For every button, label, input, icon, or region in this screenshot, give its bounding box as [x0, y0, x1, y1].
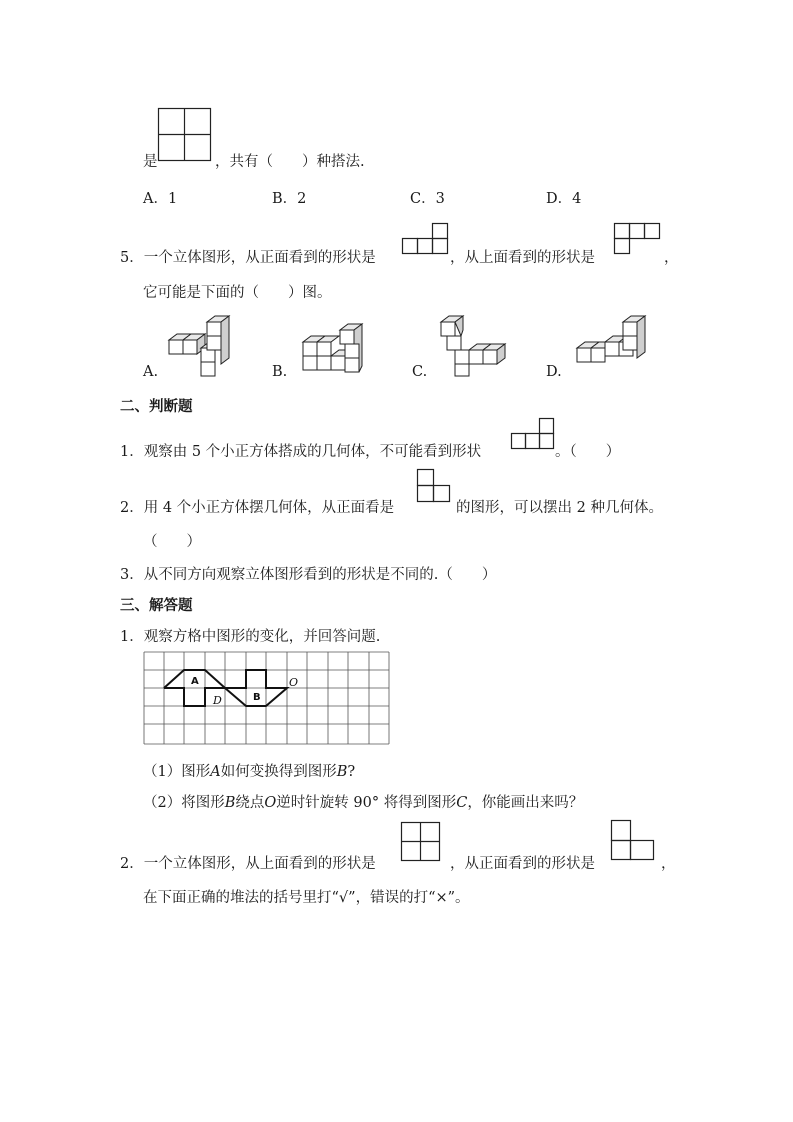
- q5-option-c-cubes: [438, 314, 513, 374]
- q4-option-d[interactable]: D．4: [546, 191, 582, 207]
- sub2-text-b: 绕点: [235, 795, 265, 811]
- grid-label-a: A: [191, 676, 199, 687]
- judgment-q1-a: 1．观察由 5 个小正方体搭成的几何体，不可能看到形状: [120, 444, 482, 460]
- sub1-var-a: A: [210, 764, 221, 780]
- section-heading-answer: 三、解答题: [120, 598, 193, 614]
- sub1-text-b: 如何变换得到图形: [220, 764, 337, 780]
- q5-line1-b: ，从上面看到的形状是: [450, 250, 595, 266]
- sub1-text-c: ?: [347, 764, 356, 780]
- judgment-q1-b: 。（ ）: [555, 444, 621, 460]
- sub2-var-b: B: [224, 795, 236, 811]
- judgment-q2-shape: [417, 469, 457, 509]
- answer-q2-line2: 在下面正确的堆法的括号里打“√”，错误的打“×”。: [143, 890, 470, 906]
- sub1-text-a: （1）图形: [143, 764, 211, 780]
- sub2-var-o: O: [264, 795, 277, 811]
- judgment-q1-shape: [511, 417, 561, 452]
- grid-label-b: B: [253, 692, 261, 703]
- four-square-shape-diagram: [158, 108, 218, 168]
- q5-line1-a: 5．一个立体图形，从正面看到的形状是: [120, 250, 376, 266]
- answer-q1-sub1: [143, 760, 355, 781]
- answer-q1-sub2: [143, 791, 583, 812]
- transformation-grid-figure: [143, 650, 393, 750]
- answer-q2-b: ，从正面看到的形状是: [450, 856, 595, 872]
- q4-option-a[interactable]: A．1: [143, 191, 178, 207]
- q5-front-view-shape: [402, 222, 452, 257]
- q5-option-b-cubes: [300, 322, 375, 377]
- q5-option-c-label[interactable]: C.: [412, 364, 428, 380]
- q5-option-d-cubes: [574, 314, 654, 374]
- sub2-text-d: ，你能画出来吗？: [467, 795, 584, 811]
- sub2-text-a: （2）将图形: [143, 795, 225, 811]
- q5-line1-c: ，: [664, 250, 679, 266]
- sub1-var-b: B: [336, 764, 348, 780]
- q5-top-view-shape: [614, 222, 664, 257]
- q5-option-b-label[interactable]: B.: [272, 364, 288, 380]
- judgment-q2-b: 的图形，可以摆出 2 种几何体。: [456, 500, 663, 516]
- q5-option-a-cubes: [166, 314, 241, 374]
- q4-option-b[interactable]: B．2: [272, 191, 307, 207]
- answer-q2-a: 2．一个立体图形，从上面看到的形状是: [120, 856, 376, 872]
- q5-option-d-label[interactable]: D.: [546, 364, 562, 380]
- sub2-text-c: 逆时针旋转 90° 将得到图形: [276, 795, 457, 811]
- section-heading-judgment: 二、判断题: [120, 399, 193, 415]
- q4-suffix: ，共有（ ）种搭法.: [215, 154, 365, 170]
- grid-label-o: O: [289, 676, 299, 689]
- answer-q2-top-view: [401, 822, 446, 867]
- grid-label-d: D: [213, 694, 222, 707]
- judgment-q2-a: 2．用 4 个小正方体摆几何体，从正面看是: [120, 500, 395, 516]
- answer-q2-c: ，: [661, 856, 676, 872]
- q4-option-c[interactable]: C．3: [410, 191, 445, 207]
- q4-prefix: 是: [143, 154, 158, 170]
- answer-q1-text: 1．观察方格中图形的变化，并回答问题.: [120, 629, 381, 645]
- judgment-q2-paren: （ ）: [143, 534, 201, 550]
- sub2-var-c: C: [456, 795, 468, 811]
- q5-option-a-label[interactable]: A.: [143, 364, 159, 380]
- answer-q2-front-view: [611, 820, 661, 865]
- judgment-q3: 3．从不同方向观察立体图形看到的形状是不同的.（ ）: [120, 567, 497, 583]
- q5-line2: 它可能是下面的（ ）图。: [143, 285, 332, 301]
